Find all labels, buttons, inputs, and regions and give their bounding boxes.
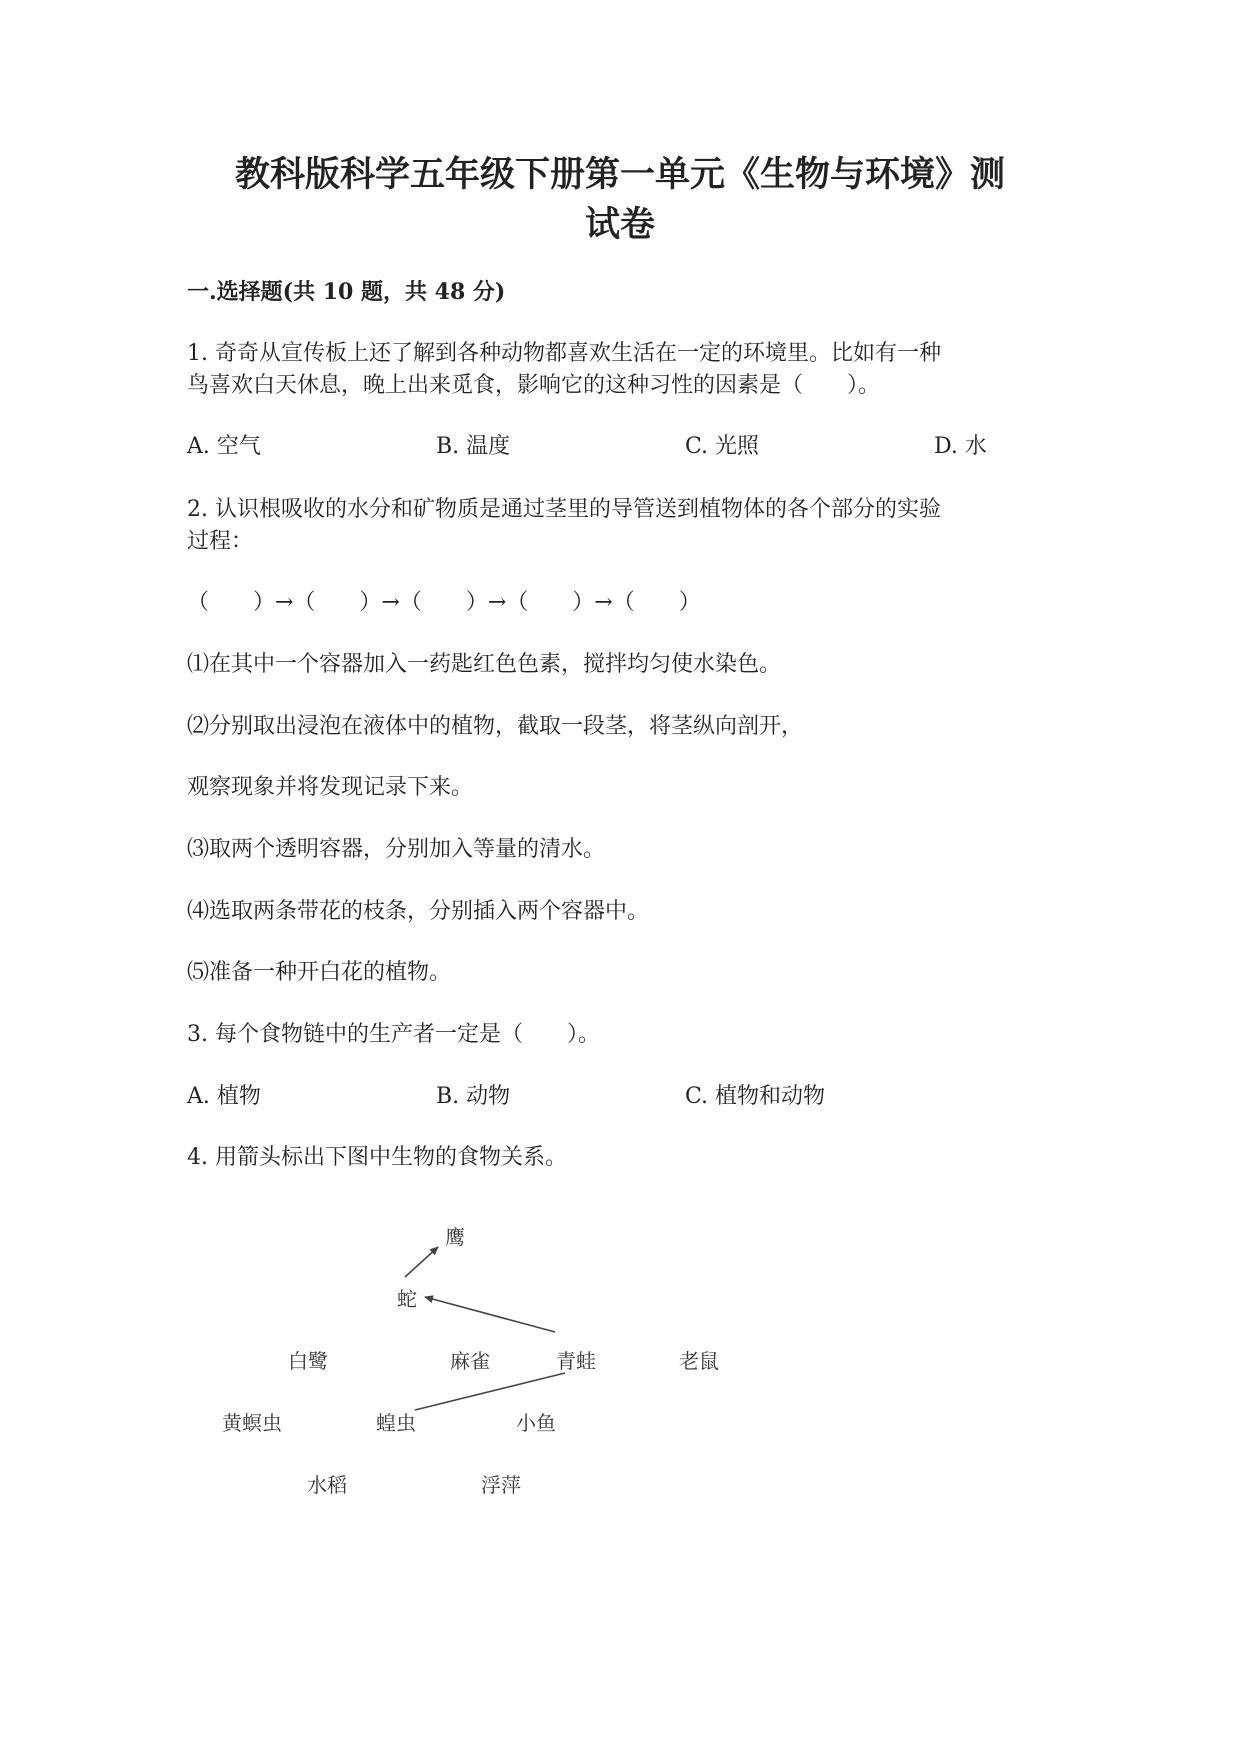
- q2-step-4: ⑷选取两条带花的枝条，分别插入两个容器中。: [187, 899, 650, 924]
- q2-step-1: ⑴在其中一个容器加入一药匙红色色素，搅拌均匀使水染色。: [187, 652, 782, 677]
- food-web-mouse: 老鼠: [679, 1349, 719, 1373]
- page-title-line2: 试卷: [584, 204, 655, 245]
- food-web-arrows: [200, 1220, 760, 1540]
- food-web-fish: 小鱼: [516, 1411, 556, 1435]
- q1-option-a: A. 空气: [187, 434, 261, 459]
- q1-text-line1: 1. 奇奇从宣传板上还了解到各种动物都喜欢生活在一定的环境里。比如有一种: [187, 341, 941, 366]
- q1-option-b: B. 温度: [436, 434, 511, 459]
- food-web-frog: 青蛙: [556, 1349, 596, 1373]
- q3-option-a: A. 植物: [187, 1084, 261, 1109]
- q3-text: 3. 每个食物链中的生产者一定是（ ）。: [187, 1022, 600, 1047]
- q1-option-d: D. 水: [934, 434, 987, 459]
- food-web-sparrow: 麻雀: [450, 1349, 490, 1373]
- q2-step-2-cont: 观察现象并将发现记录下来。: [187, 775, 474, 800]
- food-web-locust: 蝗虫: [376, 1411, 416, 1435]
- page-title-line1: 教科版科学五年级下册第一单元《生物与环境》测: [234, 154, 1005, 195]
- q4-text: 4. 用箭头标出下图中生物的食物关系。: [187, 1145, 567, 1170]
- q2-sequence-blanks: （ ）→（ ）→（ ）→（ ）→（ ）: [187, 590, 701, 615]
- arrow-snake-to-eagle: [405, 1247, 438, 1277]
- q2-step-5: ⑸准备一种开白花的植物。: [187, 960, 452, 985]
- food-web-egret: 白鹭: [288, 1349, 328, 1373]
- q3-option-c: C. 植物和动物: [685, 1084, 826, 1109]
- food-web-duckweed: 浮萍: [481, 1473, 521, 1497]
- q2-text-line1: 2. 认识根吸收的水分和矿物质是通过茎里的导管送到植物体的各个部分的实验: [187, 497, 941, 522]
- q1-option-c: C. 光照: [685, 434, 760, 459]
- q2-step-3: ⑶取两个透明容器，分别加入等量的清水。: [187, 837, 606, 862]
- q2-text-line2: 过程：: [187, 529, 254, 554]
- q2-step-2: ⑵分别取出浸泡在液体中的植物，截取一段茎，将茎纵向剖开，: [187, 714, 804, 739]
- food-web-beetle: 黄螟虫: [222, 1411, 282, 1435]
- food-web-snake: 蛇: [397, 1287, 417, 1311]
- q3-option-b: B. 动物: [436, 1084, 511, 1109]
- arrow-frog-to-snake: [425, 1297, 555, 1332]
- line-locust-to-frog: [415, 1373, 565, 1410]
- food-web-rice: 水稻: [307, 1473, 347, 1497]
- section-heading: 一.选择题(共 10 题，共 48 分): [187, 279, 506, 305]
- q1-text-line2: 鸟喜欢白天休息，晚上出来觅食，影响它的这种习性的因素是（ ）。: [187, 373, 881, 398]
- food-web-eagle: 鹰: [445, 1225, 465, 1249]
- food-web-diagram: [200, 1220, 760, 1540]
